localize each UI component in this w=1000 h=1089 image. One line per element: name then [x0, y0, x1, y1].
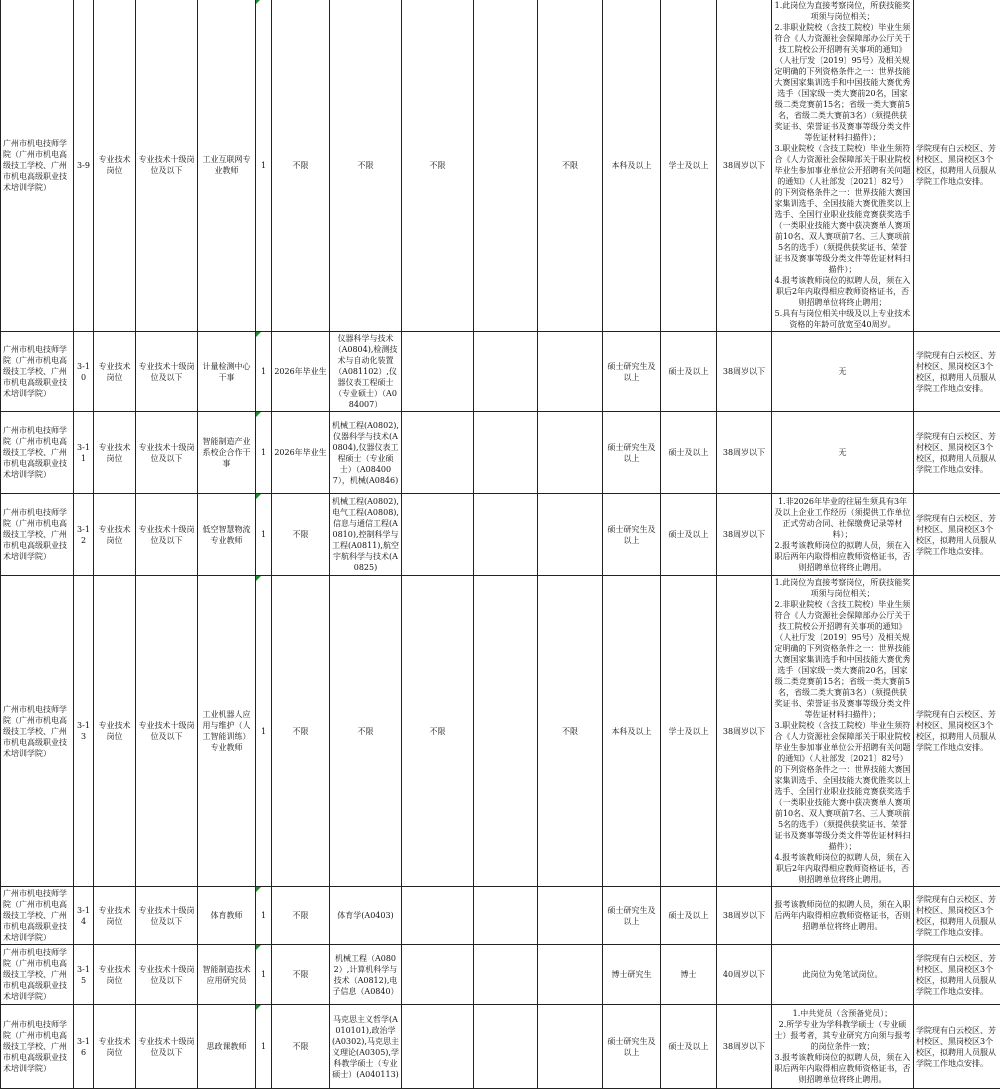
- count-cell: 1: [256, 945, 272, 1005]
- condition-line: 2.非职业院校（含技工院校）毕业生须符合《人力资源社会保障部办公厅关于技工院校公开招聘有关事项的通知》（人社厅发〔2019〕95号）及相关规定明确的下列资格条件之一：世界技能大赛国家集训选手和中国技能大赛优秀选手（国家级一类大赛前20名，国家级二类竞赛前15名；省级一类大赛前5名，省级二类大赛前3名）（须提供获奖证书、荣誉证书及赛事等级分类文件等佐证材料扫描件）；: [774, 599, 911, 720]
- condition-line: 2.非职业院校（含技工院校）毕业生须符合《人力资源社会保障部办公厅关于技工院校公开招聘有关事项的通知》（人社厅发〔2019〕95号）及相关规定明确的下列资格条件之一：世界技能大赛国家集训选手和中国技能大赛优秀选手（国家级一类大赛前20名，国家级二类竞赛前15名；省级一类大赛前5名，省级二类大赛前3名）（须提供获奖证书、荣誉证书及赛事等级分类文件等佐证材料扫描件）；: [774, 22, 911, 143]
- condition-line: 1.中共党员（含预备党员）；: [774, 1008, 911, 1019]
- post-name-cell: 工业互联网专业教师: [198, 0, 256, 332]
- unit-cell: 广州市机电技师学院（广州市机电高级技工学校、广州市机电高级职业技术培训学院）: [1, 0, 74, 332]
- notes-cell: 学院现有白云校区、芳村校区、黑岗校区3个校区，拟聘用人员服从学院工作地点安排。: [914, 1005, 1000, 1089]
- post-name-cell: 智能制造技术应用研究员: [198, 945, 256, 1005]
- target-cell: 2026年毕业生: [272, 412, 330, 494]
- conditions-cell: [772, 576, 914, 887]
- condition-line: 2.报考该教师岗位的拟聘人员，须在入职后两年内取得相应教师资格证书，否则招聘单位将终止聘用。: [774, 540, 911, 573]
- count-cell: 1: [256, 0, 272, 332]
- degree-cell: 硕士及以上: [661, 1005, 717, 1089]
- table-row: [1, 0, 1000, 332]
- notes-cell: 学院现有白云校区、芳村校区、黑岗校区3个校区，拟聘用人员服从学院工作地点安排。: [914, 887, 1000, 945]
- conditions-cell: [772, 332, 914, 412]
- degree-cell: 硕士及以上: [661, 332, 717, 412]
- post-name-cell: 思政课教师: [198, 1005, 256, 1089]
- major-college-cell: [538, 1005, 603, 1089]
- condition-line: 3.职业院校（含技工院校）毕业生须符合《人力资源社会保障部关于职业院校毕业生参加事业单位公开招聘有关问题的通知》（人社部发〔2021〕82号）的下列资格条件之一：世界技能大赛国家集训选手、全国技能大赛优胜奖以上选手、全国行业职业技能竞赛获奖选手（一类职业技能大赛中获决赛单人赛项前10名、双人赛项前7名、三人赛项前5名的选手）（须提供获奖证书、荣誉证书及赛事等级分类文件等佐证材料扫描件）；: [774, 143, 911, 275]
- education-cell: 硕士研究生及以上: [603, 887, 661, 945]
- major-undergrad-cell: 不限: [402, 576, 474, 887]
- unit-cell: 广州市机电技师学院（广州市机电高级技工学校、广州市机电高级职业技术培训学院）: [1, 412, 74, 494]
- major-postgrad-cell: 机械工程(A0802),电气工程(A0808),信息与通信工程(A0810),控制科学与工程(A0811),航空宇航科学与技术(A0825): [330, 494, 402, 576]
- table-row: [1, 332, 1000, 412]
- education-cell: 本科及以上: [603, 576, 661, 887]
- post-name-cell: 低空智慧物流专业教师: [198, 494, 256, 576]
- conditions-cell: [772, 1005, 914, 1089]
- post-type-cell: 专业技术岗位: [94, 945, 136, 1005]
- post-level-cell: 专业技术十级岗位及以下: [136, 1005, 198, 1089]
- conditions-cell: [772, 0, 914, 332]
- unit-cell: 广州市机电技师学院（广州市机电高级技工学校、广州市机电高级职业技术培训学院）: [1, 887, 74, 945]
- post-type-cell: 专业技术岗位: [94, 887, 136, 945]
- blank-cell: [474, 494, 538, 576]
- major-undergrad-cell: [402, 494, 474, 576]
- table-row: [1, 576, 1000, 887]
- education-cell: 硕士研究生及以上: [603, 332, 661, 412]
- age-cell: 38周岁以下: [717, 576, 772, 887]
- post-type-cell: 专业技术岗位: [94, 1005, 136, 1089]
- post-level-cell: 专业技术十级岗位及以下: [136, 0, 198, 332]
- major-college-cell: [538, 945, 603, 1005]
- count-cell: 1: [256, 576, 272, 887]
- post-name-cell: 计量检测中心干事: [198, 332, 256, 412]
- target-cell: 不限: [272, 887, 330, 945]
- post-code-cell: 3-11: [74, 412, 94, 494]
- major-postgrad-cell: 马克思主义哲学(A010101),政治学(A0302),马克思主义理论(A0305),学科教学硕士（专业硕士）(A040113): [330, 1005, 402, 1089]
- condition-line: 3.职业院校（含技工院校）毕业生须符合《人力资源社会保障部关于职业院校毕业生参加事业单位公开招聘有关问题的通知》（人社部发〔2021〕82号）的下列资格条件之一：世界技能大赛国家集训选手、全国技能大赛优胜奖以上选手、全国行业职业技能竞赛获奖选手（一类职业技能大赛中获决赛单人赛项前10名、双人赛项前7名、三人赛项前5名的选手）（须提供获奖证书、荣誉证书及赛事等级分类文件等佐证材料扫描件）；: [774, 720, 911, 852]
- condition-line: 1.非2026年毕业的往届生须具有3年及以上企业工作经历（须提供工作单位正式劳动合同、社保缴费记录等材料）；: [774, 496, 911, 540]
- condition-line: 1.此岗位为直接考察岗位，所获技能奖项须与岗位相关；: [774, 577, 911, 599]
- post-name-cell: 工业机器人应用与维护（人工智能训练）专业教师: [198, 576, 256, 887]
- unit-cell: 广州市机电技师学院（广州市机电高级技工学校、广州市机电高级职业技术培训学院）: [1, 945, 74, 1005]
- condition-line: 1.此岗位为直接考察岗位，所获技能奖项须与岗位相关；: [774, 0, 911, 22]
- post-type-cell: 专业技术岗位: [94, 0, 136, 332]
- notes-cell: 学院现有白云校区、芳村校区、黑岗校区3个校区，拟聘用人员服从学院工作地点安排。: [914, 0, 1000, 332]
- major-college-cell: 不限: [538, 0, 603, 332]
- degree-cell: 学士及以上: [661, 0, 717, 332]
- unit-cell: 广州市机电技师学院（广州市机电高级技工学校、广州市机电高级职业技术培训学院）: [1, 576, 74, 887]
- major-undergrad-cell: [402, 1005, 474, 1089]
- table-row: [1, 494, 1000, 576]
- notes-cell: 学院现有白云校区、芳村校区、黑岗校区3个校区，拟聘用人员服从学院工作地点安排。: [914, 576, 1000, 887]
- condition-line: 3.报考该教师岗位的拟聘人员，须在入职后两年内取得相应教师资格证书，否则招聘单位将终止聘用。: [774, 1052, 911, 1085]
- age-cell: 38周岁以下: [717, 0, 772, 332]
- table-row: [1, 1005, 1000, 1089]
- target-cell: 不限: [272, 576, 330, 887]
- target-cell: 不限: [272, 0, 330, 332]
- education-cell: 硕士研究生及以上: [603, 412, 661, 494]
- target-cell: 不限: [272, 494, 330, 576]
- degree-cell: 硕士及以上: [661, 887, 717, 945]
- post-type-cell: 专业技术岗位: [94, 412, 136, 494]
- count-cell: 1: [256, 494, 272, 576]
- major-undergrad-cell: 不限: [402, 0, 474, 332]
- blank-cell: [474, 0, 538, 332]
- notes-cell: 学院现有白云校区、芳村校区、黑岗校区3个校区，拟聘用人员服从学院工作地点安排。: [914, 332, 1000, 412]
- count-cell: 1: [256, 412, 272, 494]
- post-type-cell: 专业技术岗位: [94, 576, 136, 887]
- major-postgrad-cell: 机械工程（A0802）,计算机科学与技术（A0812),电子信息（A0840）: [330, 945, 402, 1005]
- blank-cell: [474, 576, 538, 887]
- age-cell: 38周岁以下: [717, 494, 772, 576]
- condition-line: 报考该教师岗位的拟聘人员，须在入职后两年内取得相应教师资格证书，否则招聘单位将终止聘用。: [774, 899, 911, 932]
- age-cell: 38周岁以下: [717, 332, 772, 412]
- notes-cell: 学院现有白云校区、芳村校区、黑岗校区3个校区，拟聘用人员服从学院工作地点安排。: [914, 945, 1000, 1005]
- condition-line: 5.具有与岗位相关中级及以上专业技术资格的年龄可放宽至40周岁。: [774, 308, 911, 330]
- post-name-cell: 体育教师: [198, 887, 256, 945]
- degree-cell: 硕士及以上: [661, 494, 717, 576]
- condition-line: 无: [774, 447, 911, 458]
- major-college-cell: [538, 494, 603, 576]
- post-type-cell: 专业技术岗位: [94, 332, 136, 412]
- post-level-cell: 专业技术十级岗位及以下: [136, 332, 198, 412]
- education-cell: 博士研究生: [603, 945, 661, 1005]
- count-cell: 1: [256, 887, 272, 945]
- post-level-cell: 专业技术十级岗位及以下: [136, 576, 198, 887]
- unit-cell: 广州市机电技师学院（广州市机电高级技工学校、广州市机电高级职业技术培训学院）: [1, 494, 74, 576]
- degree-cell: 博士: [661, 945, 717, 1005]
- blank-cell: [474, 332, 538, 412]
- post-level-cell: 专业技术十级岗位及以下: [136, 412, 198, 494]
- post-code-cell: 3-10: [74, 332, 94, 412]
- target-cell: 2026年毕业生: [272, 332, 330, 412]
- target-cell: 不限: [272, 945, 330, 1005]
- blank-cell: [474, 887, 538, 945]
- major-postgrad-cell: 体育学(A0403): [330, 887, 402, 945]
- condition-line: 2.所学专业为学科教学硕士（专业硕士）报考者，其专业研究方向须与报考的岗位条件一致；: [774, 1019, 911, 1052]
- count-cell: 1: [256, 332, 272, 412]
- post-level-cell: 专业技术十级岗位及以下: [136, 494, 198, 576]
- post-code-cell: 3-9: [74, 0, 94, 332]
- target-cell: 不限: [272, 1005, 330, 1089]
- post-type-cell: 专业技术岗位: [94, 494, 136, 576]
- degree-cell: 硕士及以上: [661, 412, 717, 494]
- major-undergrad-cell: [402, 887, 474, 945]
- education-cell: 本科及以上: [603, 0, 661, 332]
- post-level-cell: 专业技术十级岗位及以下: [136, 945, 198, 1005]
- major-undergrad-cell: [402, 945, 474, 1005]
- condition-line: 此岗位为免笔试岗位。: [774, 969, 911, 980]
- post-code-cell: 3-13: [74, 576, 94, 887]
- condition-line: 4.报考该教师岗位的拟聘人员，须在入职后2年内取得相应教师资格证书，否则招聘单位将终止聘用；: [774, 275, 911, 308]
- post-code-cell: 3-16: [74, 1005, 94, 1089]
- age-cell: 38周岁以下: [717, 412, 772, 494]
- post-code-cell: 3-15: [74, 945, 94, 1005]
- unit-cell: 广州市机电技师学院（广州市机电高级技工学校、广州市机电高级职业技术培训学院）: [1, 1005, 74, 1089]
- education-cell: 硕士研究生及以上: [603, 494, 661, 576]
- major-postgrad-cell: 仪器科学与技术（A0804),检测技术与自动化装置（A081102）,仪器仪表工程硕士（专业硕士）（A084007）: [330, 332, 402, 412]
- age-cell: 38周岁以下: [717, 1005, 772, 1089]
- post-name-cell: 智能制造产业系校企合作干事: [198, 412, 256, 494]
- blank-cell: [474, 945, 538, 1005]
- age-cell: 40周岁以下: [717, 945, 772, 1005]
- education-cell: 硕士研究生及以上: [603, 1005, 661, 1089]
- major-undergrad-cell: [402, 332, 474, 412]
- notes-cell: 学院现有白云校区、芳村校区、黑岗校区3个校区，拟聘用人员服从学院工作地点安排。: [914, 494, 1000, 576]
- conditions-cell: [772, 945, 914, 1005]
- age-cell: 38周岁以下: [717, 887, 772, 945]
- table-body: [1, 0, 1000, 1089]
- degree-cell: 学士及以上: [661, 576, 717, 887]
- condition-line: 无: [774, 366, 911, 377]
- major-undergrad-cell: [402, 412, 474, 494]
- major-college-cell: [538, 412, 603, 494]
- condition-line: 4.报考该教师岗位的拟聘人员，须在入职后2年内取得相应教师资格证书，否则招聘单位将终止聘用。: [774, 852, 911, 885]
- table-row: [1, 945, 1000, 1005]
- blank-cell: [474, 1005, 538, 1089]
- blank-cell: [474, 412, 538, 494]
- conditions-cell: [772, 887, 914, 945]
- major-college-cell: [538, 887, 603, 945]
- notes-cell: 学院现有白云校区、芳村校区、黑岗校区3个校区，拟聘用人员服从学院工作地点安排。: [914, 412, 1000, 494]
- major-postgrad-cell: 不限: [330, 576, 402, 887]
- unit-cell: 广州市机电技师学院（广州市机电高级技工学校、广州市机电高级职业技术培训学院）: [1, 332, 74, 412]
- conditions-cell: [772, 412, 914, 494]
- count-cell: 1: [256, 1005, 272, 1089]
- post-level-cell: 专业技术十级岗位及以下: [136, 887, 198, 945]
- table-row: [1, 412, 1000, 494]
- table-row: [1, 887, 1000, 945]
- major-college-cell: [538, 332, 603, 412]
- major-postgrad-cell: 机械工程(A0802),仪器科学与技术(A0804),仪器仪表工程硕士（专业硕士）（A084007），机械(A0846): [330, 412, 402, 494]
- major-college-cell: 不限: [538, 576, 603, 887]
- post-code-cell: 3-12: [74, 494, 94, 576]
- post-code-cell: 3-14: [74, 887, 94, 945]
- major-postgrad-cell: 不限: [330, 0, 402, 332]
- conditions-cell: [772, 494, 914, 576]
